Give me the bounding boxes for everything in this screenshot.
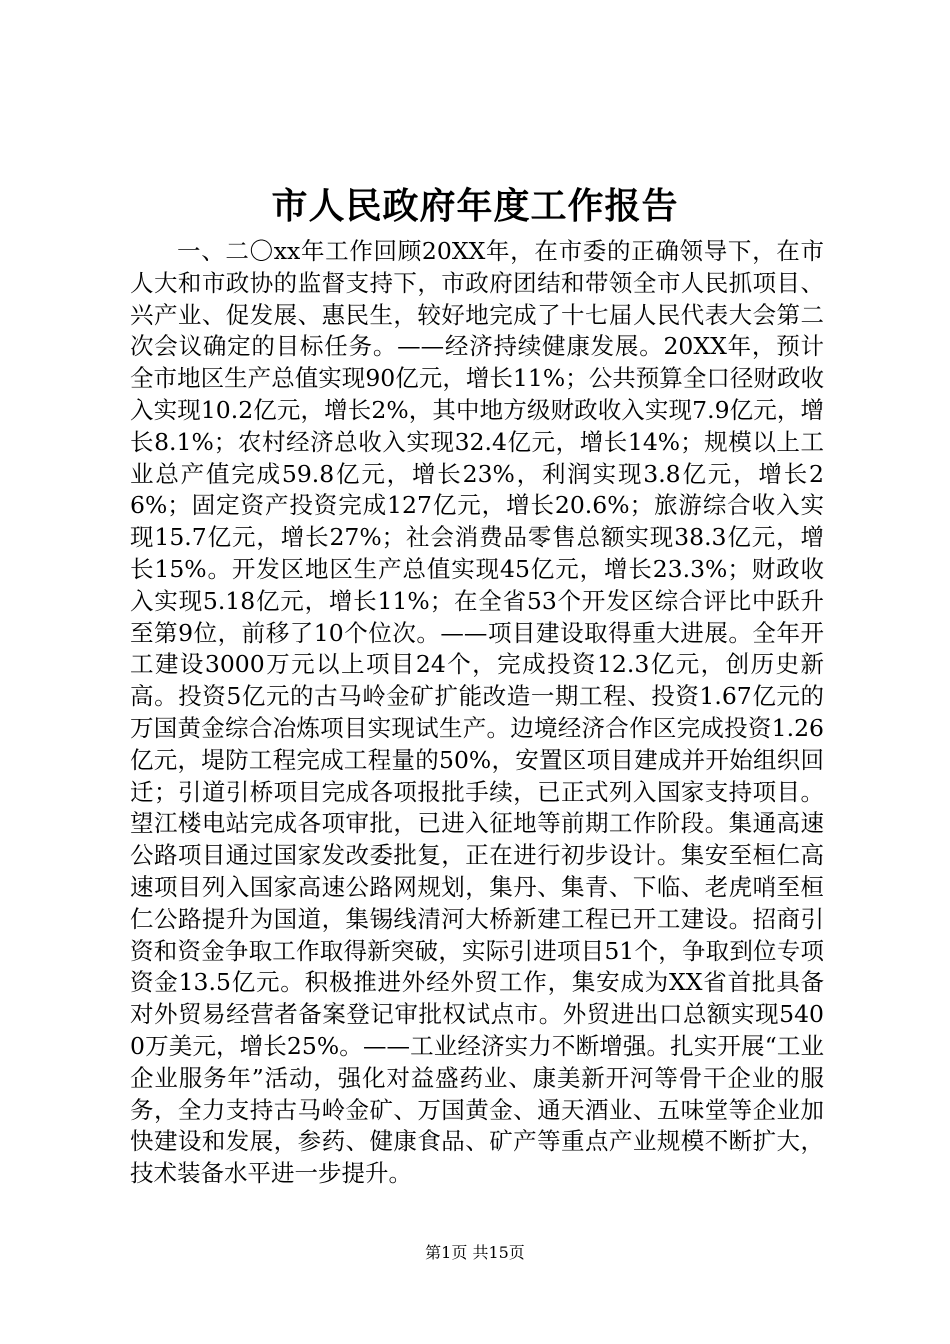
- document-title: 市人民政府年度工作报告: [271, 185, 679, 227]
- page-footer: 第1页 共15页: [425, 1243, 525, 1262]
- body-paragraph: 一、二〇xx年工作回顾20XX年，在市委的正确领导下，在市人大和市政协的监督支持下，市政府团结和带领全市人民抓项目、兴产业、促发展、惠民生，较好地完成了十七届人民代表大会第二次会议确定的目标任务。——经济持续健康发展。20XX年，预计全市地区生产总值实现90亿元，增长11%；公共预算全口径财政收入实现10.2亿元，增长2%，其中地方级财政收入实现7.9亿元，增长8.1%；农村经济总收入实现32.4亿元，增长14%；规模以上工业总产值完成59.8亿元，增长23%，利润实现3.8亿元，增长26%；固定资产投资完成127亿元，增长20.6%；旅游综合收入实现15.7亿元，增长27%；社会消费品零售总额实现38.3亿元，增长15%。开发区地区生产总值实现45亿元，增长23.3%；财政收入实现5.18亿元，增长11%；在全省53个开发区综合评比中跃升至第9位，前移了10个位次。——项目建设取得重大进展。全年开工建设3000万元以上项目24个，完成投资12.3亿元，创历史新高。投资5亿元的古马岭金矿扩能改造一期工程、投资1.67亿元的万国黄金综合冶炼项目实现试生产。边境经济合作区完成投资1.26亿元，堤防工程完成工程量的50%，安置区项目建成并开始组织回迁；引道引桥项目完成各项报批手续，已正式列入国家支持项目。望江楼电站完成各项审批，已进入征地等前期工作阶段。集通高速公路项目通过国家发改委批复，正在进行初步设计。集安至桓仁高速项目列入国家高速公路网规划，集丹、集青、下临、老虎哨至桓仁公路提升为国道，集锡线清河大桥新建工程已开工建设。招商引资和资金争取工作取得新突破，实际引进项目51个，争取到位专项资金13.5亿元。积极推进外经外贸工作，集安成为XX省首批具备对外贸易经营者备案登记审批权试点市。外贸进出口总额实现5400万美元，增长25%。——工业经济实力不断增强。扎实开展“工业企业服务年”活动，强化对益盛药业、康美新开河等骨干企业的服务，全力支持古马岭金矿、万国黄金、通天酒业、五味堂等企业加快建设和发展，参药、健康食品、矿产等重点产业规模不断扩大，技术装备水平进一步提升。: [130, 237, 824, 1188]
